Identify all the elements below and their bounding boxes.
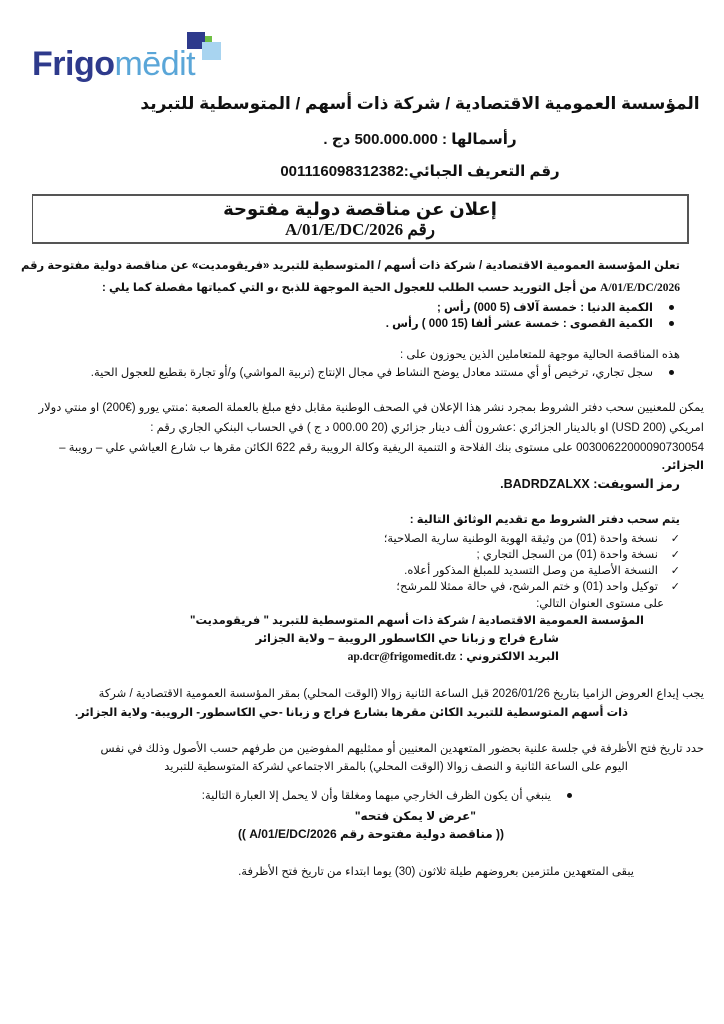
tender-number: رقم A/01/E/DC/2026 [285, 220, 435, 239]
quantity-max: الكمية القصوى : خمسة عشر ألفا (15 000 ) رأس . [386, 316, 674, 332]
tender-title-box [32, 194, 689, 244]
checkmark-icon: ✓ [670, 565, 680, 577]
bullet-icon [669, 370, 674, 375]
company-capital: رأسمالها : 500.000.000 دج . [323, 131, 517, 148]
bullet-icon [567, 793, 572, 798]
logo-wordmark [32, 46, 195, 82]
email-link[interactable]: ap.dcr@frigomedit.dz [347, 651, 457, 663]
email-label: البريد الالكتروني : [459, 651, 559, 663]
logo-medit: mēdit [114, 45, 196, 83]
company-logo [32, 26, 232, 82]
envelope-quote-2: (( مناقصة دولية مفتوحة رقم A/01/E/DC/2026 )) [237, 827, 504, 841]
payment-line-3: 00300622000090730054 على مستوى بنك الفلاحة و التنمية الريفية وكالة الرويبة رقم 622 الكائن مقرها ب شارع العياشي علي – رويبة – [59, 442, 704, 454]
eligibility-item: سجل تجاري، ترخيص أو أي مستند معادل يوضح النشاط في مجال الإنتاج (تربية المواشي) و/أو تجارة بقطيع للعجول الحية. [91, 365, 674, 381]
document-item: ✓نسخة واحدة (01) من وثيقة الهوية الوطنية سارية الصلاحية؛ [383, 533, 680, 545]
intro-tender-ref: A/01/E/DC/2026 [600, 282, 680, 294]
intro-line-1: تعلن المؤسسة العمومية الاقتصادية / شركة ذات أسهم / المتوسطية للتبريد «فريقومديت» عن مناقصة دولية مفتوحة رقم [21, 260, 680, 272]
company-name: المؤسسة العمومية الاقتصادية / شركة ذات أسهم / المتوسطية للتبريد [140, 94, 700, 113]
offer-validity: يبقى المتعهدين ملتزمين بعروضهم طيلة ثلاثون (30) يوما ابتداء من تاريخ فتح الأظرفة. [238, 866, 634, 878]
envelope-item: ينبغي أن يكون الظرف الخارجي مبهما ومغلقا وأن لا يحمل إلا العبارة التالية: [202, 788, 572, 804]
address-line-2: شارع فراج و زبانا حي الكاسطور الرويبة – ولاية الجزائر [255, 633, 559, 645]
swift-code: رمز السويفت: BADRDZALXX. [500, 477, 680, 491]
deadline-line-2: ذات أسهم المتوسطية للتبريد الكائن مقرها بشارع فراج و زبانا -حي الكاسطور- الرويبة- ولاية الجزائر. [75, 707, 628, 719]
tender-title: إعلان عن مناقصة دولية مفتوحة [223, 199, 497, 219]
logo-square-pale [202, 42, 221, 60]
address-line-1: المؤسسة العمومية الاقتصادية / شركة ذات أسهم المتوسطية للتبريد " فريقومديت" [190, 615, 644, 627]
checkmark-icon: ✓ [670, 549, 680, 561]
payment-line-2: امريكي (USD 200) او بالدينار الجزائري :عشرون ألف دينار جزائري (20 000.00 د ج ) في الحساب البنكي الجاري رقم : [150, 422, 704, 434]
intro-purpose: من أجل التوريد حسب الطلب للعجول الحية الموجهة للذبح ،و التي كمياتها مفصلة كما يلي : [101, 282, 597, 294]
address-intro: على مستوى العنوان التالي: [536, 598, 664, 610]
opening-line-1: حدد تاريخ فتح الأظرفة في جلسة علنية بحضور المتعهدين المعنيين أو ممثليهم المفوضين من طرفهم حسب الأصول وذلك في نفس [100, 743, 704, 755]
payment-line-4: الجزائر. [661, 460, 704, 472]
tax-id: رقم التعريف الجبائي:001116098312382 [280, 163, 560, 180]
opening-line-2: اليوم على الساعة الثانية و النصف زوالا (الوقت المحلي) بالمقر الاجتماعي لشركة المتوسطية للتبريد [164, 761, 628, 773]
logo-frigo: Frigo [32, 45, 115, 83]
envelope-quote-1: "عرض لا يمكن فتحه" [354, 809, 476, 823]
checkmark-icon: ✓ [670, 581, 680, 593]
address-email [348, 649, 559, 665]
documents-intro: يتم سحب دفتر الشروط مع تقديم الوثائق التالية : [409, 514, 680, 526]
document-item: ✓النسخة الأصلية من وصل التسديد للمبلغ المذكور أعلاه. [404, 565, 680, 577]
deadline-line-1: يجب إيداع العروض الزاميا بتاريخ 2026/01/26 قبل الساعة الثانية زوالا (الوقت المحلي) بمقر المؤسسة العمومية الاقتصادية / شركة [98, 688, 704, 700]
checkmark-icon: ✓ [670, 533, 680, 545]
bullet-icon [669, 305, 674, 310]
quantity-min: الكمية الدنيا : خمسة آلاف (5 000) رأس ; [437, 300, 674, 316]
payment-line-1: يمكن للمعنيين سحب دفتر الشروط بمجرد نشر هذا الإعلان في الصحف الوطنية مقابل دفع مبلغ بالعملة الصعبة :منتي يورو (€200) او منتي دولار [38, 402, 704, 414]
intro-line-2 [102, 280, 680, 296]
bullet-icon [669, 321, 674, 326]
document-item: ✓نسخة واحدة (01) من السجل التجاري ; [476, 549, 680, 561]
eligibility-intro: هذه المناقصة الحالية موجهة للمتعاملين الذين يحوزون على : [399, 349, 680, 361]
logo-square-green [205, 36, 212, 42]
document-item: ✓توكيل واحد (01) و ختم المرشح، في حالة ممثلا للمرشح؛ [396, 581, 680, 593]
